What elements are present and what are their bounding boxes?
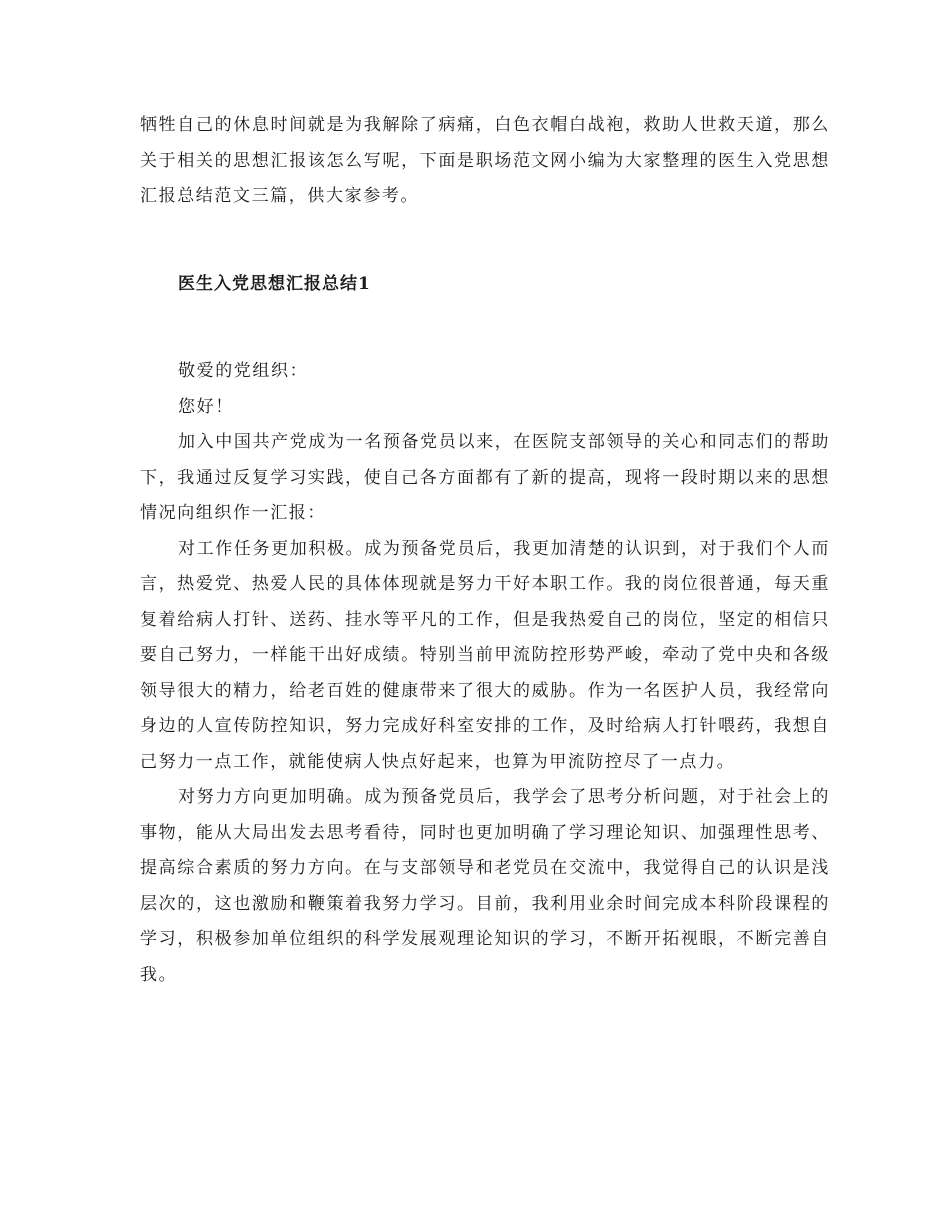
section-title: 医生入党思想汇报总结1 — [178, 273, 371, 294]
body-paragraph-1: 加入中国共产党成为一名预备党员以来，在医院支部领导的关心和同志们的帮助下，我通过反复学习实践，使自己各方面都有了新的提高，现将一段时期以来的思想情况向组织作一汇报： — [140, 432, 830, 523]
body-paragraph-2: 对工作任务更加积极。成为预备党员后，我更加清楚的认识到，对于我们个人而言，热爱党、热爱人民的具体体现就是努力干好本职工作。我的岗位很普通，每天重复着给病人打针、送药、挂水等平凡的工作，但是我热爱自己的岗位，坚定的相信只要自己努力，一样能干出好成绩。特别当前甲流防控形势严峻，牵动了党中央和各级领导很大的精力，给老百姓的健康带来了很大的威胁。作为一名医护人员，我经常向身边的人宣传防控知识，努力完成好科室安排的工作，及时给病人打针喂药，我想自己努力一点工作，就能使病人快点好起来，也算为甲流防控尽了一点力。 — [140, 538, 830, 772]
document-page — [140, 108, 830, 993]
intro-paragraph: 牺牲自己的休息时间就是为我解除了病痛，白色衣帽白战袍，救助人世救天道，那么关于相关的思想汇报该怎么写呢，下面是职场范文网小编为大家整理的医生入党思想汇报总结范文三篇，供大家参考。 — [140, 115, 830, 206]
greeting: 您好！ — [178, 396, 234, 417]
salutation: 敬爱的党组织： — [178, 361, 309, 381]
body-paragraph-3: 对努力方向更加明确。成为预备党员后，我学会了思考分析问题，对于社会上的事物，能从大局出发去思考看待，同时也更加明确了学习理论知识、加强理性思考、提高综合素质的努力方向。在与支部领导和老党员在交流中，我觉得自己的认识是浅层次的，这也激励和鞭策着我努力学习。目前，我利用业余时间完成本科阶段课程的学习，积极参加单位组织的科学发展观理论知识的学习，不断开拓视眼，不断完善自我。 — [140, 787, 830, 985]
